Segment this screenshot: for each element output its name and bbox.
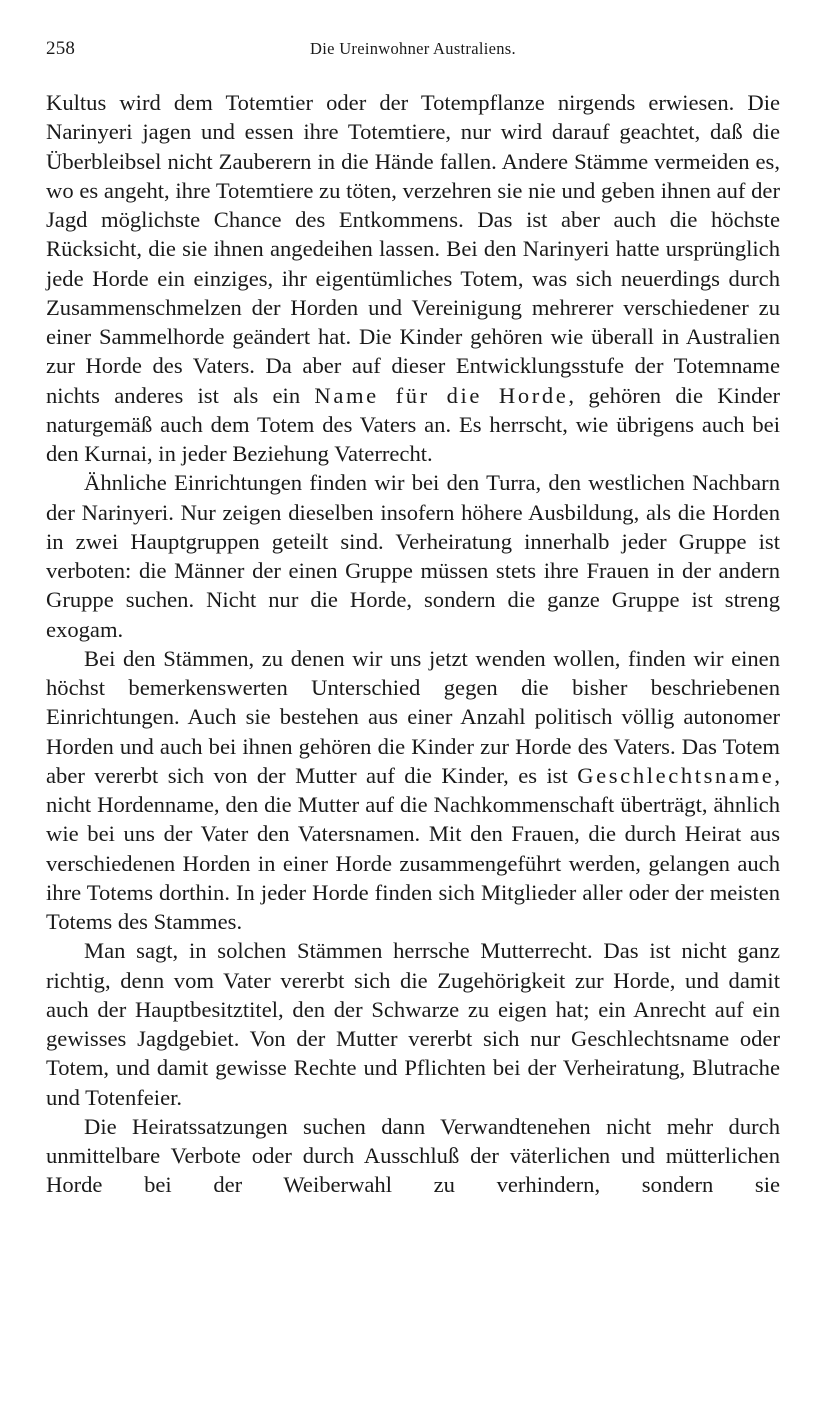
paragraph-3-spaced-term: Geschlechtsname <box>577 762 775 788</box>
paragraph-1 <box>46 88 780 468</box>
body-text <box>46 88 780 1200</box>
running-title: Die Ureinwohner Australiens. <box>310 39 516 58</box>
paragraph-1-text-b: , gehören die Kinder naturgemäß auch dem Totem des Vaters an. Es herrscht, wie übrigens auch bei den Kurnai, in jeder Beziehung Vaterrecht. <box>46 382 780 466</box>
paragraph-2: Ähnliche Einrichtungen finden wir bei den Turra, den westlichen Nachbarn der Narinyeri. Nur zeigen dieselben insofern höhere Ausbildung, als die Horden in zwei Hauptgruppen geteilt sind. Verheiratung innerhalb jeder Gruppe ist verboten: die Männer der einen Gruppe müssen stets ihre Frauen in der andern Gruppe suchen. Nicht nur die Horde, sondern die ganze Gruppe ist streng exogam. <box>46 470 780 642</box>
book-page <box>46 38 780 1200</box>
paragraph-3 <box>46 644 780 937</box>
page-header <box>46 38 780 66</box>
paragraph-3-text-b: , nicht Hordenname, den die Mutter auf die Nachkommenschaft überträgt, ähnlich wie bei uns der Vater den Vatersnamen. Mit den Frauen, die durch Heirat aus verschiedenen Horden in einer Horde zusammengeführt werden, gelangen auch ihre Totems dorthin. In jeder Horde finden sich Mitglieder aller oder der meisten Totems des Stammes. <box>46 762 780 934</box>
paragraph-5: Die Heiratssatzungen suchen dann Verwandtenehen nicht mehr durch unmittelbare Verbote oder durch Ausschluß der väterlichen und mütterlichen Horde bei der Weiberwahl zu verhindern, sondern sie <box>46 1113 780 1198</box>
paragraph-3-text-a: Bei den Stämmen, zu denen wir uns jetzt wenden wollen, finden wir einen höchst bemerkenswerten Unterschied gegen die bisher beschriebenen Einrichtungen. Auch sie bestehen aus einer Anzahl politisch völlig autonomer Horden und auch bei ihnen gehören die Kinder zur Horde des Vaters. Das Totem aber vererbt sich von der Mutter auf die Kinder, es ist <box>46 645 780 788</box>
paragraph-4: Man sagt, in solchen Stämmen herrsche Mutterrecht. Das ist nicht ganz richtig, denn vom Vater vererbt sich die Zugehörigkeit zur Horde, und damit auch der Hauptbesitztitel, den der Schwarze zu eigen hat; ein Anrecht auf ein gewisses Jagdgebiet. Von der Mutter vererbt sich nur Geschlechtsname oder Totem, und damit gewisse Rechte und Pflichten bei der Verheiratung, Blutrache und Totenfeier. <box>46 938 780 1110</box>
paragraph-1-spaced-phrase: Name für die Horde <box>314 382 569 408</box>
paragraph-1-text-a: Kultus wird dem Totemtier oder der Totempflanze nirgends erwiesen. Die Narinyeri jagen und essen ihre Totemtiere, nur wird darauf geachtet, daß die Überbleibsel nicht Zauberern in die Hände fallen. Andere Stämme vermeiden es, wo es angeht, ihre Totemtiere zu töten, verzehren sie nie und geben ihnen auf der Jagd möglichste Chance des Entkommens. Das ist aber auch die höchste Rücksicht, die sie ihnen angedeihen lassen. Bei den Narinyeri hatte ursprünglich jede Horde ein einziges, ihr eigentümliches Totem, was sich neuerdings durch Zusammenschmelzen der Horden und Vereinigung mehrerer verschiedener zu einer Sammelhorde geändert hat. Die Kinder gehören wie überall in Australien zur Horde des Vaters. Da aber auf dieser Entwicklungsstufe der Totemname nichts anderes ist als ein <box>46 90 780 408</box>
page-number: 258 <box>46 38 76 59</box>
